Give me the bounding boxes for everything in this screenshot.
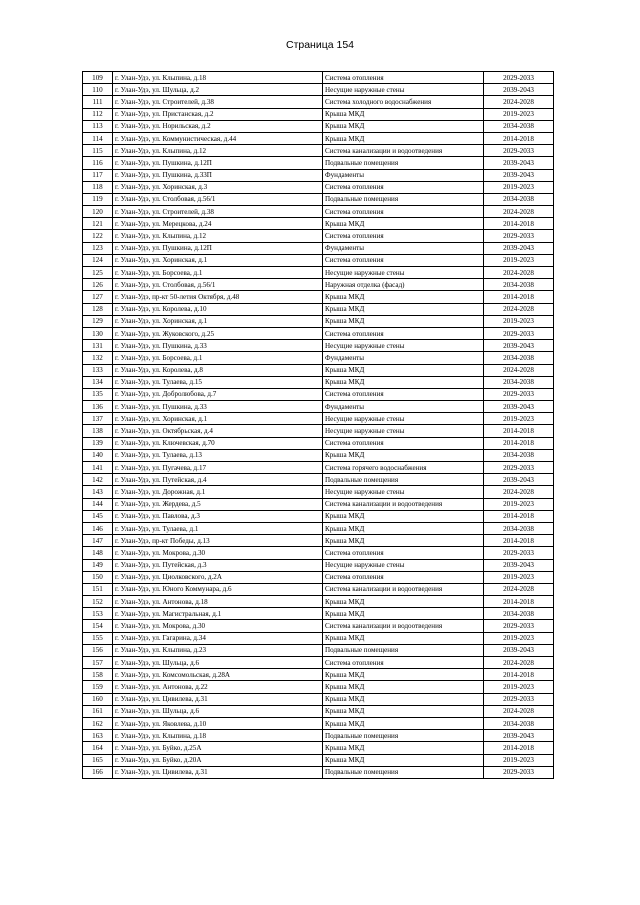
row-work-type: Несущие наружные стены bbox=[323, 340, 484, 352]
row-period: 2039-2043 bbox=[484, 157, 554, 169]
row-address: г. Улан-Удэ, ул. Клыпина, д.18 bbox=[113, 72, 323, 84]
row-period: 2034-2038 bbox=[484, 279, 554, 291]
row-period: 2034-2038 bbox=[484, 352, 554, 364]
table-row bbox=[83, 559, 554, 571]
row-address: г. Улан-Удэ, ул. Мокрова, д.30 bbox=[113, 620, 323, 632]
table-row bbox=[83, 583, 554, 595]
row-work-type: Подвальные помещения bbox=[323, 193, 484, 205]
row-number: 159 bbox=[83, 681, 113, 693]
row-number: 152 bbox=[83, 596, 113, 608]
table-row bbox=[83, 608, 554, 620]
row-work-type: Крыша МКД bbox=[323, 132, 484, 144]
row-work-type: Система отопления bbox=[323, 547, 484, 559]
row-address: г. Улан-Удэ, ул. Циолковского, д.2А bbox=[113, 571, 323, 583]
row-number: 158 bbox=[83, 669, 113, 681]
row-work-type: Фундаменты bbox=[323, 242, 484, 254]
row-period: 2014-2018 bbox=[484, 510, 554, 522]
row-work-type: Подвальные помещения bbox=[323, 730, 484, 742]
row-number: 123 bbox=[83, 242, 113, 254]
table-row bbox=[83, 206, 554, 218]
table-row bbox=[83, 96, 554, 108]
row-work-type: Крыша МКД bbox=[323, 303, 484, 315]
row-number: 147 bbox=[83, 535, 113, 547]
table-row bbox=[83, 754, 554, 766]
row-period: 2039-2043 bbox=[484, 340, 554, 352]
row-work-type: Несущие наружные стены bbox=[323, 486, 484, 498]
row-number: 111 bbox=[83, 96, 113, 108]
row-address: г. Улан-Удэ, ул. Буйко, д.25А bbox=[113, 742, 323, 754]
row-period: 2024-2028 bbox=[484, 267, 554, 279]
row-number: 122 bbox=[83, 230, 113, 242]
table-row bbox=[83, 644, 554, 656]
row-work-type: Фундаменты bbox=[323, 352, 484, 364]
table-row bbox=[83, 132, 554, 144]
row-address: г. Улан-Удэ, ул. Королева, д.8 bbox=[113, 364, 323, 376]
table-row bbox=[83, 267, 554, 279]
row-address: г. Улан-Удэ, ул. Октябрьская, д.4 bbox=[113, 425, 323, 437]
row-address: г. Улан-Удэ, ул. Яковлева, д.10 bbox=[113, 717, 323, 729]
row-number: 143 bbox=[83, 486, 113, 498]
row-work-type: Система отопления bbox=[323, 571, 484, 583]
row-work-type: Крыша МКД bbox=[323, 510, 484, 522]
row-address: г. Улан-Удэ, пр-кт Победы, д.13 bbox=[113, 535, 323, 547]
table-row bbox=[83, 425, 554, 437]
row-work-type: Крыша МКД bbox=[323, 632, 484, 644]
table-row bbox=[83, 193, 554, 205]
row-work-type: Наружная отделка (фасад) bbox=[323, 279, 484, 291]
row-address: г. Улан-Удэ, ул. Жуковского, д.25 bbox=[113, 327, 323, 339]
row-number: 120 bbox=[83, 206, 113, 218]
row-period: 2034-2038 bbox=[484, 608, 554, 620]
row-work-type: Крыша МКД bbox=[323, 218, 484, 230]
row-period: 2014-2018 bbox=[484, 596, 554, 608]
row-number: 128 bbox=[83, 303, 113, 315]
row-address: г. Улан-Удэ, ул. Тулаева, д.1 bbox=[113, 522, 323, 534]
row-number: 109 bbox=[83, 72, 113, 84]
row-number: 164 bbox=[83, 742, 113, 754]
row-number: 144 bbox=[83, 498, 113, 510]
row-period: 2019-2023 bbox=[484, 498, 554, 510]
row-work-type: Несущие наружные стены bbox=[323, 413, 484, 425]
row-address: г. Улан-Удэ, ул. Пушкина, д.33 bbox=[113, 401, 323, 413]
row-work-type: Несущие наружные стены bbox=[323, 267, 484, 279]
table-row bbox=[83, 364, 554, 376]
row-work-type: Крыша МКД bbox=[323, 596, 484, 608]
row-period: 2029-2033 bbox=[484, 766, 554, 778]
table-row bbox=[83, 340, 554, 352]
row-address: г. Улан-Удэ, ул. Клыпина, д.12 bbox=[113, 230, 323, 242]
table-row bbox=[83, 657, 554, 669]
row-period: 2024-2028 bbox=[484, 96, 554, 108]
row-address: г. Улан-Удэ, ул. Столбовая, д.56/1 bbox=[113, 193, 323, 205]
table-row bbox=[83, 535, 554, 547]
row-number: 163 bbox=[83, 730, 113, 742]
table-row bbox=[83, 169, 554, 181]
table-row bbox=[83, 279, 554, 291]
row-number: 153 bbox=[83, 608, 113, 620]
row-period: 2014-2018 bbox=[484, 742, 554, 754]
row-address: г. Улан-Удэ, ул. Антонова, д.18 bbox=[113, 596, 323, 608]
row-period: 2024-2028 bbox=[484, 705, 554, 717]
row-period: 2039-2043 bbox=[484, 644, 554, 656]
row-address: г. Улан-Удэ, ул. Хоринская, д.1 bbox=[113, 413, 323, 425]
row-work-type: Система отопления bbox=[323, 230, 484, 242]
row-period: 2029-2033 bbox=[484, 230, 554, 242]
row-number: 117 bbox=[83, 169, 113, 181]
table-row bbox=[83, 291, 554, 303]
table-row bbox=[83, 327, 554, 339]
row-number: 136 bbox=[83, 401, 113, 413]
row-work-type: Фундаменты bbox=[323, 401, 484, 413]
row-work-type: Крыша МКД bbox=[323, 315, 484, 327]
table-row bbox=[83, 72, 554, 84]
row-work-type: Система отопления bbox=[323, 181, 484, 193]
table-body bbox=[83, 72, 554, 779]
row-work-type: Крыша МКД bbox=[323, 608, 484, 620]
row-period: 2039-2043 bbox=[484, 401, 554, 413]
row-work-type: Подвальные помещения bbox=[323, 644, 484, 656]
table-row bbox=[83, 632, 554, 644]
row-address: г. Улан-Удэ, ул. Антонова, д.22 bbox=[113, 681, 323, 693]
row-address: г. Улан-Удэ, ул. Дорожная, д.1 bbox=[113, 486, 323, 498]
row-number: 160 bbox=[83, 693, 113, 705]
row-period: 2029-2033 bbox=[484, 327, 554, 339]
row-work-type: Крыша МКД bbox=[323, 120, 484, 132]
row-period: 2039-2043 bbox=[484, 730, 554, 742]
row-work-type: Подвальные помещения bbox=[323, 474, 484, 486]
row-work-type: Крыша МКД bbox=[323, 449, 484, 461]
row-number: 127 bbox=[83, 291, 113, 303]
row-period: 2034-2038 bbox=[484, 376, 554, 388]
row-period: 2029-2033 bbox=[484, 388, 554, 400]
row-number: 116 bbox=[83, 157, 113, 169]
row-number: 148 bbox=[83, 547, 113, 559]
table-row bbox=[83, 437, 554, 449]
table-row bbox=[83, 120, 554, 132]
table-row bbox=[83, 474, 554, 486]
row-work-type: Крыша МКД bbox=[323, 376, 484, 388]
row-work-type: Система канализации и водоотведения bbox=[323, 145, 484, 157]
row-period: 2039-2043 bbox=[484, 559, 554, 571]
row-address: г. Улан-Удэ, ул. Пушкина, д.33 bbox=[113, 340, 323, 352]
row-number: 133 bbox=[83, 364, 113, 376]
row-period: 2019-2023 bbox=[484, 681, 554, 693]
row-address: г. Улан-Удэ, ул. Борсоева, д.1 bbox=[113, 267, 323, 279]
row-address: г. Улан-Удэ, ул. Шульца, д.6 bbox=[113, 705, 323, 717]
row-address: г. Улан-Удэ, ул. Клыпина, д.18 bbox=[113, 730, 323, 742]
row-number: 119 bbox=[83, 193, 113, 205]
row-address: г. Улан-Удэ, ул. Путейская, д.3 bbox=[113, 559, 323, 571]
row-period: 2029-2033 bbox=[484, 72, 554, 84]
table-row bbox=[83, 766, 554, 778]
row-period: 2019-2023 bbox=[484, 632, 554, 644]
table-row bbox=[83, 230, 554, 242]
row-address: г. Улан-Удэ, ул. Хоринская, д.1 bbox=[113, 254, 323, 266]
row-address: г. Улан-Удэ, пр-кт 50-летия Октября, д.48 bbox=[113, 291, 323, 303]
row-period: 2029-2033 bbox=[484, 620, 554, 632]
row-number: 166 bbox=[83, 766, 113, 778]
row-period: 2034-2038 bbox=[484, 193, 554, 205]
row-work-type: Система канализации и водоотведения bbox=[323, 620, 484, 632]
row-address: г. Улан-Удэ, ул. Пристанская, д.2 bbox=[113, 108, 323, 120]
row-period: 2029-2033 bbox=[484, 145, 554, 157]
row-number: 110 bbox=[83, 84, 113, 96]
row-work-type: Крыша МКД bbox=[323, 669, 484, 681]
table-row bbox=[83, 352, 554, 364]
row-address: г. Улан-Удэ, ул. Норильская, д.2 bbox=[113, 120, 323, 132]
row-period: 2024-2028 bbox=[484, 364, 554, 376]
works-table bbox=[82, 71, 554, 779]
row-number: 162 bbox=[83, 717, 113, 729]
row-number: 161 bbox=[83, 705, 113, 717]
row-number: 112 bbox=[83, 108, 113, 120]
row-work-type: Система отопления bbox=[323, 657, 484, 669]
table-row bbox=[83, 547, 554, 559]
row-period: 2039-2043 bbox=[484, 84, 554, 96]
table-row bbox=[83, 693, 554, 705]
row-period: 2019-2023 bbox=[484, 108, 554, 120]
row-work-type: Подвальные помещения bbox=[323, 766, 484, 778]
table-row bbox=[83, 84, 554, 96]
row-period: 2014-2018 bbox=[484, 425, 554, 437]
row-address: г. Улан-Удэ, ул. Клыпина, д.23 bbox=[113, 644, 323, 656]
row-period: 2034-2038 bbox=[484, 120, 554, 132]
table-row bbox=[83, 571, 554, 583]
row-work-type: Несущие наружные стены bbox=[323, 425, 484, 437]
row-address: г. Улан-Удэ, ул. Шульца, д.2 bbox=[113, 84, 323, 96]
row-number: 130 bbox=[83, 327, 113, 339]
table-row bbox=[83, 510, 554, 522]
row-address: г. Улан-Удэ, ул. Гагарина, д.34 bbox=[113, 632, 323, 644]
table-row bbox=[83, 620, 554, 632]
row-address: г. Улан-Удэ, ул. Коммунистическая, д.44 bbox=[113, 132, 323, 144]
table-row bbox=[83, 717, 554, 729]
page-title: Страница 154 bbox=[285, 39, 355, 51]
table-row bbox=[83, 413, 554, 425]
row-number: 121 bbox=[83, 218, 113, 230]
row-number: 131 bbox=[83, 340, 113, 352]
row-work-type: Крыша МКД bbox=[323, 742, 484, 754]
row-address: г. Улан-Удэ, ул. Пушкина, д.12П bbox=[113, 157, 323, 169]
row-address: г. Улан-Удэ, ул. Путейская, д.4 bbox=[113, 474, 323, 486]
row-work-type: Несущие наружные стены bbox=[323, 559, 484, 571]
row-period: 2029-2033 bbox=[484, 693, 554, 705]
row-period: 2034-2038 bbox=[484, 522, 554, 534]
row-period: 2024-2028 bbox=[484, 657, 554, 669]
row-period: 2019-2023 bbox=[484, 254, 554, 266]
row-work-type: Система отопления bbox=[323, 388, 484, 400]
table-row bbox=[83, 157, 554, 169]
row-work-type: Крыша МКД bbox=[323, 522, 484, 534]
row-work-type: Крыша МКД bbox=[323, 535, 484, 547]
table-row bbox=[83, 242, 554, 254]
row-work-type: Система отопления bbox=[323, 206, 484, 218]
table-row bbox=[83, 730, 554, 742]
row-period: 2024-2028 bbox=[484, 486, 554, 498]
table-row bbox=[83, 486, 554, 498]
table-row bbox=[83, 449, 554, 461]
row-work-type: Крыша МКД bbox=[323, 681, 484, 693]
row-number: 124 bbox=[83, 254, 113, 266]
row-work-type: Система отопления bbox=[323, 327, 484, 339]
row-number: 154 bbox=[83, 620, 113, 632]
row-period: 2019-2023 bbox=[484, 181, 554, 193]
row-address: г. Улан-Удэ, ул. Хоринская, д.3 bbox=[113, 181, 323, 193]
table-row bbox=[83, 681, 554, 693]
table-row bbox=[83, 498, 554, 510]
table-row bbox=[83, 596, 554, 608]
table-row bbox=[83, 145, 554, 157]
row-period: 2014-2018 bbox=[484, 437, 554, 449]
table-row bbox=[83, 401, 554, 413]
row-work-type: Подвальные помещения bbox=[323, 157, 484, 169]
row-period: 2024-2028 bbox=[484, 303, 554, 315]
table-row bbox=[83, 108, 554, 120]
row-work-type: Система холодного водоснабжения bbox=[323, 96, 484, 108]
row-number: 113 bbox=[83, 120, 113, 132]
row-period: 2014-2018 bbox=[484, 291, 554, 303]
row-period: 2029-2033 bbox=[484, 547, 554, 559]
table-row bbox=[83, 254, 554, 266]
table-row bbox=[83, 705, 554, 717]
row-number: 165 bbox=[83, 754, 113, 766]
row-period: 2039-2043 bbox=[484, 169, 554, 181]
row-number: 126 bbox=[83, 279, 113, 291]
row-address: г. Улан-Удэ, ул. Строителей, д.38 bbox=[113, 206, 323, 218]
row-number: 138 bbox=[83, 425, 113, 437]
row-work-type: Крыша МКД bbox=[323, 754, 484, 766]
row-address: г. Улан-Удэ, ул. Клыпина, д.12 bbox=[113, 145, 323, 157]
row-address: г. Улан-Удэ, ул. Цивилева, д.31 bbox=[113, 693, 323, 705]
row-address: г. Улан-Удэ, ул. Строителей, д.38 bbox=[113, 96, 323, 108]
row-period: 2014-2018 bbox=[484, 669, 554, 681]
row-address: г. Улан-Удэ, ул. Шульца, д.6 bbox=[113, 657, 323, 669]
table-row bbox=[83, 669, 554, 681]
table-row bbox=[83, 376, 554, 388]
row-work-type: Фундаменты bbox=[323, 169, 484, 181]
table-row bbox=[83, 303, 554, 315]
row-work-type: Крыша МКД bbox=[323, 364, 484, 376]
row-period: 2019-2023 bbox=[484, 315, 554, 327]
row-address: г. Улан-Удэ, ул. Борсоева, д.1 bbox=[113, 352, 323, 364]
row-work-type: Система канализации и водоотведения bbox=[323, 498, 484, 510]
row-work-type: Крыша МКД bbox=[323, 705, 484, 717]
row-number: 137 bbox=[83, 413, 113, 425]
row-work-type: Система горячего водоснабжения bbox=[323, 462, 484, 474]
row-address: г. Улан-Удэ, ул. Комсомольская, д.28А bbox=[113, 669, 323, 681]
row-number: 125 bbox=[83, 267, 113, 279]
row-work-type: Крыша МКД bbox=[323, 108, 484, 120]
row-address: г. Улан-Удэ, ул. Жердева, д.5 bbox=[113, 498, 323, 510]
row-number: 145 bbox=[83, 510, 113, 522]
row-number: 134 bbox=[83, 376, 113, 388]
table-row bbox=[83, 462, 554, 474]
row-work-type: Несущие наружные стены bbox=[323, 84, 484, 96]
row-address: г. Улан-Удэ, ул. Павлова, д.3 bbox=[113, 510, 323, 522]
row-number: 114 bbox=[83, 132, 113, 144]
table-row bbox=[83, 522, 554, 534]
row-number: 118 bbox=[83, 181, 113, 193]
row-address: г. Улан-Удэ, ул. Юного Коммунара, д.6 bbox=[113, 583, 323, 595]
row-address: г. Улан-Удэ, ул. Буйко, д.20А bbox=[113, 754, 323, 766]
row-work-type: Система отопления bbox=[323, 254, 484, 266]
row-work-type: Крыша МКД bbox=[323, 291, 484, 303]
table-row bbox=[83, 388, 554, 400]
row-number: 115 bbox=[83, 145, 113, 157]
table-row bbox=[83, 218, 554, 230]
row-number: 149 bbox=[83, 559, 113, 571]
row-address: г. Улан-Удэ, ул. Королева, д.10 bbox=[113, 303, 323, 315]
row-address: г. Улан-Удэ, ул. Добролюбова, д.7 bbox=[113, 388, 323, 400]
table-row bbox=[83, 181, 554, 193]
row-number: 146 bbox=[83, 522, 113, 534]
row-address: г. Улан-Удэ, ул. Цивилева, д.31 bbox=[113, 766, 323, 778]
row-period: 2024-2028 bbox=[484, 583, 554, 595]
row-address: г. Улан-Удэ, ул. Магистральная, д.1 bbox=[113, 608, 323, 620]
row-number: 139 bbox=[83, 437, 113, 449]
row-address: г. Улан-Удэ, ул. Пушкина, д.12П bbox=[113, 242, 323, 254]
row-work-type: Система отопления bbox=[323, 437, 484, 449]
row-number: 140 bbox=[83, 449, 113, 461]
row-work-type: Система канализации и водоотведения bbox=[323, 583, 484, 595]
row-period: 2019-2023 bbox=[484, 413, 554, 425]
row-address: г. Улан-Удэ, ул. Пугачева, д.17 bbox=[113, 462, 323, 474]
row-period: 2014-2018 bbox=[484, 132, 554, 144]
row-number: 141 bbox=[83, 462, 113, 474]
row-address: г. Улан-Удэ, ул. Тулаева, д.13 bbox=[113, 449, 323, 461]
row-number: 156 bbox=[83, 644, 113, 656]
table-row bbox=[83, 742, 554, 754]
row-number: 150 bbox=[83, 571, 113, 583]
row-period: 2014-2018 bbox=[484, 218, 554, 230]
row-number: 132 bbox=[83, 352, 113, 364]
row-period: 2024-2028 bbox=[484, 206, 554, 218]
row-period: 2019-2023 bbox=[484, 571, 554, 583]
row-period: 2014-2018 bbox=[484, 535, 554, 547]
row-work-type: Система отопления bbox=[323, 72, 484, 84]
row-number: 151 bbox=[83, 583, 113, 595]
row-number: 157 bbox=[83, 657, 113, 669]
row-period: 2034-2038 bbox=[484, 449, 554, 461]
row-address: г. Улан-Удэ, ул. Хоринская, д.1 bbox=[113, 315, 323, 327]
row-address: г. Улан-Удэ, ул. Мокрова, д.30 bbox=[113, 547, 323, 559]
row-period: 2039-2043 bbox=[484, 242, 554, 254]
row-work-type: Крыша МКД bbox=[323, 693, 484, 705]
row-work-type: Крыша МКД bbox=[323, 717, 484, 729]
row-period: 2029-2033 bbox=[484, 462, 554, 474]
row-number: 142 bbox=[83, 474, 113, 486]
row-period: 2034-2038 bbox=[484, 717, 554, 729]
row-number: 155 bbox=[83, 632, 113, 644]
row-address: г. Улан-Удэ, ул. Мерецкова, д.24 bbox=[113, 218, 323, 230]
row-address: г. Улан-Удэ, ул. Тулаева, д.15 bbox=[113, 376, 323, 388]
row-period: 2019-2023 bbox=[484, 754, 554, 766]
table-row bbox=[83, 315, 554, 327]
row-number: 129 bbox=[83, 315, 113, 327]
row-address: г. Улан-Удэ, ул. Ключевская, д.70 bbox=[113, 437, 323, 449]
row-period: 2039-2043 bbox=[484, 474, 554, 486]
row-address: г. Улан-Удэ, ул. Пушкина, д.33П bbox=[113, 169, 323, 181]
row-number: 135 bbox=[83, 388, 113, 400]
row-address: г. Улан-Удэ, ул. Столбовая, д.56/1 bbox=[113, 279, 323, 291]
